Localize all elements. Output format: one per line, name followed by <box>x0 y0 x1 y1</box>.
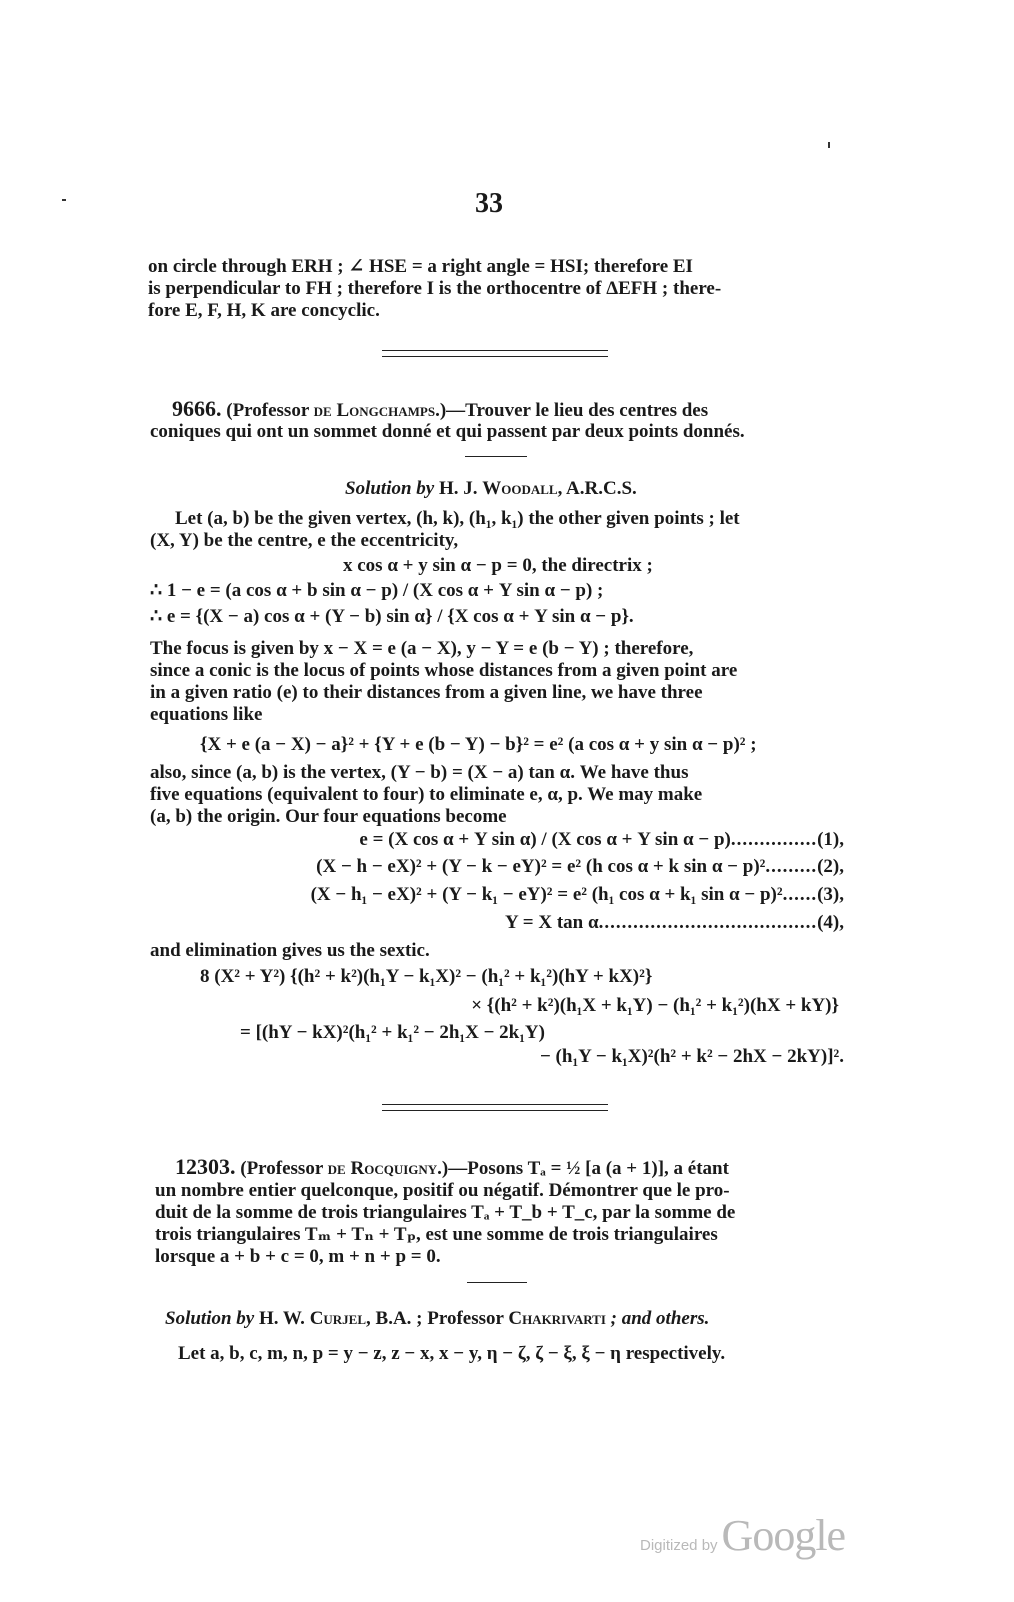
q12303-solution-by: Solution by H. W. Curjel, B.A. ; Professor Chakrivarti ; and others. <box>165 1308 710 1329</box>
q12303-heading: 12303. (Professor de Rocquigny.)—Posons Tₐ = ½ [a (a + 1)], a étant <box>175 1154 729 1179</box>
sol-line: in a given ratio (e) to their distances from a given line, we have three <box>150 682 703 703</box>
sol-line: The focus is given by x − X = e (a − X), y − Y = e (b − Y) ; therefore, <box>150 638 694 659</box>
sextic-line-4: − (h₁Y − k₁X)²(h² + k² − 2hX − 2kY)]². <box>539 1046 844 1067</box>
sol-line: since a conic is the locus of points whose distances from a given point are <box>150 660 738 681</box>
q9666-text: coniques qui ont un sommet donné et qui passent par deux points donnés. <box>150 421 745 442</box>
q12303-text: duit de la somme de trois triangulaires Tₐ + T_b + T_c, par la somme de <box>155 1202 736 1223</box>
sol-line: ∴ e = {(X − a) cos α + (Y − b) sin α} / {X cos α + Y sin α − p}. <box>150 606 634 627</box>
q12303-author-1: Curjel <box>309 1308 367 1329</box>
sextic-line-2: × {(h² + k²)(h₁X + k₁Y) − (h₁² + k₁²)(hX + kY)} <box>471 995 839 1016</box>
equation-1: e = (X cos α + Y sin α) / (X cos α + Y sin α − p)...............(1), <box>359 829 844 850</box>
q12303-author-2: Chakrivarti <box>508 1308 606 1329</box>
q12303-text: trois triangulaires Tₘ + Tₙ + Tₚ, est une somme de trois triangulaires <box>155 1224 718 1245</box>
q12303-number: 12303. <box>175 1154 236 1179</box>
section-divider <box>382 1104 608 1105</box>
q9666-solution-by: Solution by H. J. Woodall, A.R.C.S. <box>345 478 637 499</box>
sol-line: also, since (a, b) is the vertex, (Y − b) = (X − a) tan α. We have thus <box>150 762 689 783</box>
section-divider <box>382 356 608 357</box>
sextic-line-1: 8 (X² + Y²) {(h² + k²)(h₁Y − k₁X)² − (h₁² + k₁²)(hY + kX)²} <box>200 966 653 987</box>
prev-line-3: fore E, F, H, K are concyclic. <box>148 300 380 321</box>
q12303-text: lorsque a + b + c = 0, m + n + p = 0. <box>155 1246 441 1267</box>
q12303-professor: de Rocquigny <box>327 1158 438 1179</box>
page-number: 33 <box>475 188 503 219</box>
elimination-text: and elimination gives us the sextic. <box>150 940 430 961</box>
google-digitized-watermark: Digitized by Google <box>640 1511 846 1560</box>
equation-3: (X − h₁ − eX)² + (Y − k₁ − eY)² = e² (h₁ cos α + k₁ sin α − p)²......(3), <box>310 884 844 905</box>
q9666-number: 9666. <box>172 396 222 421</box>
section-divider <box>382 1110 608 1111</box>
prev-line-1: on circle through ERH ; ∠ HSE = a right angle = HSI; therefore EI <box>148 256 693 277</box>
prev-line-2: is perpendicular to FH ; therefore I is the orthocentre of ΔEFH ; there- <box>148 278 722 299</box>
short-rule <box>467 1282 527 1283</box>
q12303-text: un nombre entier quelconque, positif ou négatif. Démontrer que le pro- <box>155 1180 730 1201</box>
equation-4: Y = X tan α......................................(4), <box>505 912 844 933</box>
google-logo: Google <box>721 1511 846 1560</box>
q12303-solution-line: Let a, b, c, m, n, p = y − z, z − x, x − y, η − ζ, ζ − ξ, ξ − η respectively. <box>178 1343 726 1364</box>
sol-line: x cos α + y sin α − p = 0, the directrix ; <box>343 555 653 576</box>
sol-line: (a, b) the origin. Our four equations become <box>150 806 507 827</box>
short-rule <box>465 456 527 457</box>
sol-line: {X + e (a − X) − a}² + {Y + e (b − Y) − b}² = e² (a cos α + y sin α − p)² ; <box>200 734 757 755</box>
scan-mark <box>828 142 830 148</box>
q9666-professor: de Longchamps <box>313 400 436 421</box>
sol-line: five equations (equivalent to four) to eliminate e, α, p. We may make <box>150 784 703 805</box>
section-divider <box>382 350 608 351</box>
q9666-author: Woodall <box>482 478 558 499</box>
sol-line: ∴ 1 − e = (a cos α + b sin α − p) / (X cos α + Y sin α − p) ; <box>150 580 604 601</box>
equation-2: (X − h − eX)² + (Y − k − eY)² = e² (h cos α + k sin α − p)².........(2), <box>316 856 844 877</box>
sextic-line-3: = [(hY − kX)²(h₁² + k₁² − 2h₁X − 2k₁Y) <box>240 1022 545 1043</box>
sol-line: equations like <box>150 704 263 725</box>
scan-mark <box>62 199 66 201</box>
q9666-heading: 9666. (Professor de Longchamps.)—Trouver le lieu des centres des <box>172 396 709 421</box>
sol-line: Let (a, b) be the given vertex, (h, k), (h₁, k₁) the other given points ; let <box>175 508 740 529</box>
sol-line: (X, Y) be the centre, e the eccentricity, <box>150 530 459 551</box>
